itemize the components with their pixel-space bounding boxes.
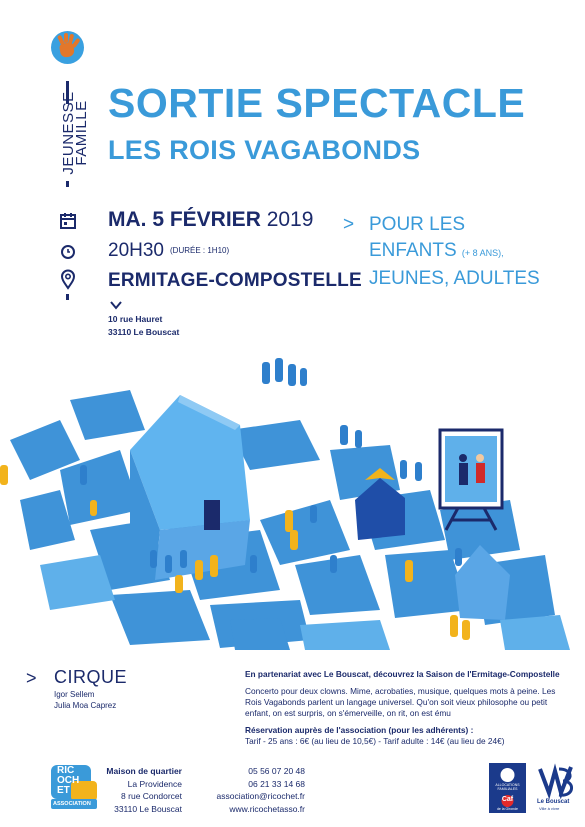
chevron-right-icon: > — [343, 214, 355, 235]
page-title: SORTIE SPECTACLE — [108, 80, 526, 126]
event-duration: (DURÉE : 1H10) — [170, 246, 230, 256]
reservation-line: Réservation auprès de l'association (pour les adhérents) : — [245, 725, 474, 735]
venue-city: 33110 Le Bouscat — [108, 327, 180, 337]
location-pin-icon — [57, 268, 79, 290]
partner-line: En partenariat avec Le Bouscat, découvrez la Saison de l'Ermitage-Compostelle — [245, 669, 560, 679]
calendar-icon — [57, 210, 79, 232]
chevron-right-icon: > — [26, 668, 37, 688]
le-bouscat-logo: Le Bouscat Ville à vivre — [537, 763, 577, 813]
genre-label: CIRQUE — [54, 667, 128, 687]
vertical-rule-bottom — [66, 294, 69, 300]
venue-address — [108, 313, 179, 339]
audience-line-3: JEUNES, ADULTES — [369, 268, 540, 289]
ricochet-hand-logo — [51, 31, 84, 64]
audience-line-2: ENFANTS — [369, 240, 457, 261]
artist-name: Igor Sellem — [54, 690, 95, 699]
footer-address: Maison de quartier La Providence 8 rue Condorcet 33110 Le Bouscat — [106, 766, 182, 814]
paper-village-illustration — [0, 350, 585, 650]
phone-1: 05 56 07 20 48 — [248, 766, 305, 776]
footer-contact — [205, 765, 305, 815]
email-link[interactable]: association@ricochet.fr — [216, 791, 305, 801]
audience-block — [343, 212, 573, 292]
venue-street: 10 rue Hauret — [108, 314, 163, 324]
vertical-label-jeunesse: JEUNESSE — [60, 91, 77, 175]
page-subtitle: LES ROIS VAGABONDS — [108, 135, 421, 165]
event-date: MA. 5 FÉVRIER 2019 — [108, 208, 314, 231]
clock-icon — [57, 241, 79, 263]
description-body: Concerto pour deux clowns. Mime, acrobaties, musique, quelques mots à peine. Les Rois Vagabonds parlent un langage universel. Qu'on soit vieux philosophe ou petit enfant, on est surpris, on s'émerveille, on rit, on est ému — [245, 686, 556, 718]
chevron-down-icon — [110, 297, 122, 313]
audience-line-1: POUR LES — [369, 214, 466, 235]
caf-logo: ALLOCATIONS FAMILIALES Caf de la Gironde — [489, 763, 526, 813]
artist-name: Julia Moa Caprez — [54, 701, 117, 710]
phone-2: 06 21 33 14 68 — [248, 778, 305, 789]
artists-list — [54, 689, 116, 711]
vertical-category-label — [62, 88, 88, 178]
vertical-label-famille: FAMILLE — [73, 100, 90, 166]
website-link[interactable]: www.ricochetasso.fr — [229, 803, 305, 814]
event-venue: ERMITAGE-COMPOSTELLE — [108, 270, 362, 291]
tarif-line: Tarif - 25 ans : 6€ (au lieu de 10,5€) - Tarif adulte : 14€ (au lieu de 24€) — [245, 736, 505, 746]
audience-age: (+ 8 ANS), — [461, 248, 504, 258]
event-description — [245, 669, 570, 753]
ricochet-association-logo: RIC OCH ET ASSOCIATION — [49, 763, 101, 811]
vertical-rule-mid — [66, 181, 69, 187]
event-time: 20H30 (DURÉE : 1H10) — [108, 240, 230, 261]
